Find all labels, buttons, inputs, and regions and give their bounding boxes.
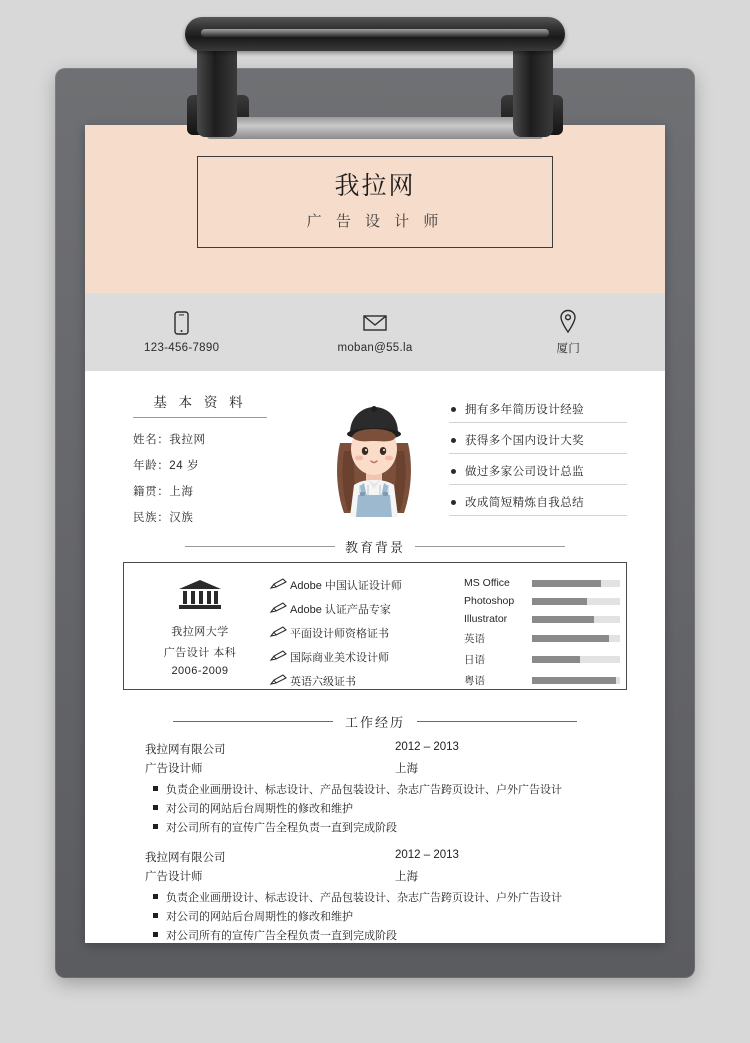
education-years: 2006-2009	[171, 665, 229, 677]
basic-info-list	[133, 431, 299, 525]
certificate-item	[270, 625, 460, 641]
skill-bar-track	[532, 656, 620, 663]
bullet-dot-icon	[451, 438, 456, 443]
contact-phone-text: 123-456-7890	[144, 342, 220, 354]
work-bullet	[145, 819, 627, 835]
work-period: 2012 – 2013	[395, 849, 459, 861]
divider-right	[415, 546, 565, 547]
highlight-item	[449, 401, 627, 423]
skill-bar-fill	[532, 677, 616, 684]
skill-bar-fill	[532, 598, 587, 605]
work-item-subheader	[145, 868, 627, 884]
work-item-header	[145, 849, 627, 865]
resume-paper	[85, 125, 665, 943]
university-icon	[130, 577, 270, 618]
contact-item-phone[interactable]	[85, 310, 278, 354]
work-bullet-text: 负责企业画册设计、标志设计、产品包装设计、杂志广告跨页设计、户外广告设计	[166, 784, 562, 796]
basic-row-name: 姓名：我拉网	[133, 434, 206, 446]
work-bullet-text: 负责企业画册设计、标志设计、产品包装设计、杂志广告跨页设计、户外广告设计	[166, 892, 562, 904]
certificate-text: 英语六级证书	[290, 676, 356, 688]
pen-icon	[270, 650, 290, 665]
contact-item-email[interactable]	[278, 310, 471, 354]
skill-name: MS Office	[464, 577, 510, 589]
skill-bar-track	[532, 677, 620, 684]
skill-item	[464, 652, 620, 667]
skill-name: 日语	[464, 654, 485, 666]
bullet-square-icon	[153, 805, 158, 810]
resume-content	[85, 391, 665, 943]
education-major: 广告设计 本科	[163, 647, 237, 659]
certificate-item	[270, 673, 460, 689]
skill-name: Illustrator	[464, 613, 508, 625]
work-company: 我拉网有限公司	[145, 852, 226, 864]
envelope-icon	[278, 310, 471, 336]
basic-row-ethnicity: 民族：汉族	[133, 512, 194, 524]
bullet-square-icon	[153, 894, 158, 899]
skill-bar-fill	[532, 656, 580, 663]
basic-info-heading: 基 本 资 料	[133, 391, 267, 418]
highlight-text: 做过多家公司设计总监	[465, 466, 584, 478]
resume-header-band	[85, 125, 665, 293]
contact-location-text: 厦门	[556, 343, 581, 355]
work-bullet	[145, 908, 627, 924]
divider-left	[173, 721, 333, 722]
clipboard-clip[interactable]	[185, 9, 565, 139]
pen-icon	[270, 626, 290, 641]
work-role: 广告设计师	[145, 871, 203, 883]
work-bullet-text: 对公司的网站后台周期性的修改和维护	[166, 803, 353, 815]
work-bullet	[145, 800, 627, 816]
phone-icon	[85, 310, 278, 336]
avatar	[299, 391, 449, 531]
skill-bar-track	[532, 598, 620, 605]
certificate-item	[270, 649, 460, 665]
job-title: 广 告 设 计 师	[306, 213, 444, 230]
work-role: 广告设计师	[145, 763, 203, 775]
work-title-row	[123, 712, 627, 731]
basic-row-hometown: 籍贯：上海	[133, 486, 194, 498]
skill-item	[464, 673, 620, 688]
skill-bar-fill	[532, 635, 609, 642]
section-basic-info	[123, 391, 627, 531]
skill-item	[464, 613, 620, 625]
work-bullets	[145, 889, 627, 943]
work-item	[123, 741, 627, 835]
basic-info-column	[123, 391, 299, 531]
contact-email-text: moban@55.la	[337, 342, 413, 354]
bullet-dot-icon	[451, 500, 456, 505]
work-bullet-text: 对公司所有的宣传广告全程负责一直到完成阶段	[166, 822, 397, 834]
name-box	[197, 156, 553, 248]
certificate-list	[270, 575, 460, 688]
contact-bar	[85, 293, 665, 371]
skill-item	[464, 577, 620, 589]
clip-bar-highlight	[201, 29, 549, 37]
divider-left	[185, 546, 335, 547]
skill-item	[464, 595, 620, 607]
certificate-text: Adobe 认证产品专家	[290, 604, 391, 616]
highlight-text: 改成简短精炼自我总结	[465, 497, 584, 509]
bullet-dot-icon	[451, 407, 456, 412]
section-education	[123, 537, 627, 690]
work-bullet	[145, 927, 627, 943]
work-bullets	[145, 781, 627, 835]
work-location: 上海	[395, 763, 418, 775]
skill-item	[464, 631, 620, 646]
skill-bar-fill	[532, 616, 594, 623]
skill-bar-track	[532, 635, 620, 642]
work-item-header	[145, 741, 627, 757]
work-bullet	[145, 889, 627, 905]
highlight-item	[449, 432, 627, 454]
bullet-square-icon	[153, 786, 158, 791]
education-title: 教育背景	[344, 540, 405, 555]
work-title: 工作经历	[344, 715, 405, 730]
certificate-item	[270, 577, 460, 593]
bullet-square-icon	[153, 913, 158, 918]
highlight-item	[449, 463, 627, 485]
contact-item-location[interactable]	[472, 308, 665, 356]
certificate-text: 国际商业美术设计师	[290, 652, 389, 664]
clip-bar	[185, 17, 565, 51]
basic-row-age: 年龄：24 岁	[133, 460, 200, 472]
certificate-text: 平面设计师资格证书	[290, 628, 389, 640]
divider-right	[417, 721, 577, 722]
bullet-square-icon	[153, 932, 158, 937]
skill-bar-fill	[532, 580, 601, 587]
highlight-item	[449, 494, 627, 516]
pen-icon	[270, 578, 290, 593]
pen-icon	[270, 674, 290, 689]
certificate-item	[270, 601, 460, 617]
pen-icon	[270, 602, 290, 617]
skill-name: 粤语	[464, 675, 485, 687]
skill-name: Photoshop	[464, 595, 515, 607]
bullet-dot-icon	[451, 469, 456, 474]
work-bullet	[145, 781, 627, 797]
skill-bar-track	[532, 580, 620, 587]
work-bullet-text: 对公司所有的宣传广告全程负责一直到完成阶段	[166, 930, 397, 942]
education-title-row	[123, 537, 627, 556]
location-pin-icon	[472, 308, 665, 334]
education-box	[123, 562, 627, 690]
work-company: 我拉网有限公司	[145, 744, 226, 756]
clip-plate	[207, 117, 543, 139]
work-item-subheader	[145, 760, 627, 776]
highlight-text: 拥有多年简历设计经验	[465, 404, 584, 416]
education-school-name: 我拉网大学	[171, 626, 229, 638]
skill-list	[460, 575, 620, 687]
highlight-text: 获得多个国内设计大奖	[465, 435, 584, 447]
highlights-list	[449, 391, 627, 531]
skill-name: 英语	[464, 633, 485, 645]
page-title: 我拉网	[334, 172, 416, 200]
education-school-column	[130, 575, 270, 677]
work-period: 2012 – 2013	[395, 741, 459, 753]
bullet-square-icon	[153, 824, 158, 829]
section-work-experience	[123, 712, 627, 943]
skill-bar-track	[532, 616, 620, 623]
work-item	[123, 849, 627, 943]
certificate-text: Adobe 中国认证设计师	[290, 580, 402, 592]
work-location: 上海	[395, 871, 418, 883]
work-bullet-text: 对公司的网站后台周期性的修改和维护	[166, 911, 353, 923]
